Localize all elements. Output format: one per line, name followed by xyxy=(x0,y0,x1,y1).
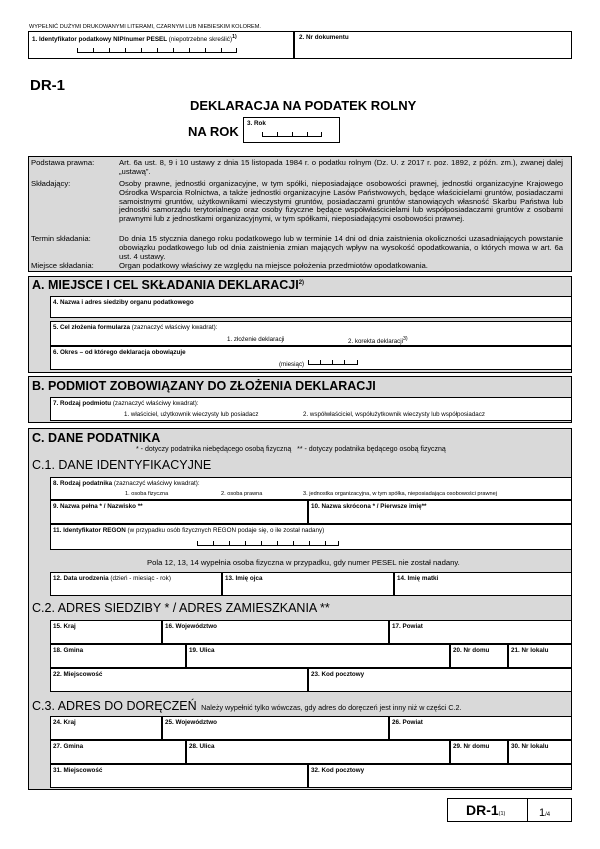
full-name-label: 9. Nazwa pełna * / Nazwisko ** xyxy=(53,503,143,510)
nip-pesel-sup: 1) xyxy=(232,34,237,40)
nip-pesel-note: (niepotrzebne skreślić) xyxy=(168,36,233,44)
option-legal-person[interactable]: 2. osoba prawna xyxy=(221,491,263,497)
info-key: Podstawa prawna: xyxy=(31,158,95,167)
c3-title: C.3. ADRES DO DORĘCZEŃ Należy wypełnić tylko wówczas, gdy adres do doręczeń jest inny niż w części C.2. xyxy=(32,699,462,713)
info-value: Osoby prawne, jednostki organizacyjne, w tym spółki, nieposiadające osobowości prawnej, jednostki organizacyjne Krajowego Ośrodka Wsparcia Rolnictwa, a także jednostki organizacyjne Lasów Państwowych, będące właścicielami gruntów, posiadaczami samoistnymi gruntów, użytkownikami wieczystymi gruntów, posiadaczami gruntów stanowiących własność Skarbu Państwa lub jednostki samorządu terytorialnego oraz osoby fizyczne będące współwłaścicielami lub współposiadaczami gruntów z osobami prawnymi lub z jednostkami organizacyjnymi, w tym spółkami, nieposiadającymi osobowości prawnej. xyxy=(119,179,563,224)
voivodeship-field[interactable] xyxy=(162,620,389,644)
year-label: 3. Rok xyxy=(247,120,266,127)
delivery-street-field[interactable] xyxy=(186,740,450,764)
apartment-number-field[interactable] xyxy=(508,644,572,668)
section-b-title: B. PODMIOT ZOBOWIĄZANY DO ZŁOŻENIA DEKLARACJI xyxy=(32,379,376,393)
delivery-postal-code-label: 32. Kod pocztowy xyxy=(311,767,365,774)
document-number-field xyxy=(294,31,572,59)
purpose-note: (zaznaczyć właściwy kwadrat): xyxy=(131,324,218,331)
father-name-field[interactable] xyxy=(222,572,394,596)
delivery-house-number-field[interactable] xyxy=(450,740,508,764)
house-number-label: 20. Nr domu xyxy=(453,647,490,654)
mother-name-field[interactable] xyxy=(394,572,572,596)
section-a-title: A. MIEJSCE I CEL SKŁADANIA DEKLARACJI$^{2)}$ xyxy=(32,278,305,292)
delivery-house-number-label: 29. Nr domu xyxy=(453,743,490,750)
birth-date-label: 12. Data urodzenia xyxy=(53,575,109,582)
regon-comb xyxy=(197,541,339,546)
document-number-label: 2. Nr dokumentu xyxy=(299,34,349,41)
form-instruction: WYPEŁNIĆ DUŻYMI DRUKOWANYMI LITERAMI, CZARNYM LUB NIEBIESKIM KOLOREM. xyxy=(29,24,261,30)
delivery-locality-field[interactable] xyxy=(50,764,308,788)
option-declaration[interactable]: 1. złożenie deklaracji xyxy=(227,336,285,343)
form-title: DEKLARACJA NA PODATEK ROLNY xyxy=(190,98,417,113)
option-organizational-unit[interactable]: 3. jednostka organizacyjna, w tym spółka, nieposiadająca osobowości prawnej xyxy=(303,491,498,497)
purpose-label: 5. Cel złożenia formularza xyxy=(53,324,130,331)
short-name-label: 10. Nazwa skrócona * / Pierwsze imię** xyxy=(311,503,427,510)
taxpayer-type-note: (zaznaczyć właściwy kwadrat): xyxy=(113,480,200,487)
year-comb xyxy=(262,132,322,137)
short-name-field[interactable] xyxy=(308,500,572,524)
father-name-label: 13. Imię ojca xyxy=(225,575,263,582)
info-row-deadline xyxy=(31,235,567,262)
purpose-field xyxy=(50,321,572,346)
tax-office-field[interactable] xyxy=(50,296,572,318)
county-field[interactable] xyxy=(389,620,572,644)
house-number-field[interactable] xyxy=(450,644,508,668)
info-row-basis xyxy=(31,159,567,177)
country-label: 15. Kraj xyxy=(53,623,76,630)
taxpayer-type-field xyxy=(50,477,572,500)
delivery-postal-code-field[interactable] xyxy=(308,764,572,788)
full-name-field[interactable] xyxy=(50,500,308,524)
mother-name-label: 14. Imię matki xyxy=(397,575,439,582)
period-field[interactable] xyxy=(50,346,572,370)
info-key: Składający: xyxy=(31,179,71,188)
delivery-commune-field[interactable] xyxy=(50,740,186,764)
info-key: Termin składania: xyxy=(31,234,91,243)
regon-note: (w przypadku osób fizycznych REGON podaje się, o ile został nadany) xyxy=(127,527,325,534)
year-field[interactable] xyxy=(243,117,340,143)
option-natural-person[interactable]: 1. osoba fizyczna xyxy=(125,491,169,497)
footer-divider xyxy=(527,798,528,822)
info-row-submitter xyxy=(31,180,567,234)
delivery-apartment-number-field[interactable] xyxy=(508,740,572,764)
pesel-note: Pola 12, 13, 14 wypełnia osoba fizyczna w przypadku, gdy numer PESEL nie został nadany. xyxy=(147,558,460,567)
info-value: Do dnia 15 stycznia danego roku podatkowego lub w terminie 14 dni od dnia zaistnienia okoliczności uzasadniających powstanie obowiązku podatkowego lub od dnia zaistnienia zmian mających wpływ na wysokość opodatkowania, o których mowa w art. 6a ust. 4 ustawy. xyxy=(119,234,563,261)
info-value: Art. 6a ust. 8, 9 i 10 ustawy z dnia 15 listopada 1984 r. o podatku rolnym (Dz. U. z 2017 r. poz. 1892, z późn. zm.), zwanej dalej „ustawą”. xyxy=(119,158,563,176)
street-label: 19. Ulica xyxy=(189,647,215,654)
period-label: 6. Okres – od którego deklaracja obowiązuje xyxy=(53,349,186,356)
c2-title: C.2. ADRES SIEDZIBY * / ADRES ZAMIESZKANIA ** xyxy=(32,601,330,615)
apartment-number-label: 21. Nr lokalu xyxy=(511,647,549,654)
locality-label: 22. Miejscowość xyxy=(53,671,103,678)
na-rok-label: NA ROK xyxy=(188,124,239,139)
c3-note: Należy wypełnić tylko wówczas, gdy adres do doręczeń jest inny niż w części C.2. xyxy=(201,703,462,712)
form-code: DR-1 xyxy=(30,77,66,94)
delivery-voivodeship-label: 25. Województwo xyxy=(165,719,218,726)
period-comb xyxy=(308,360,358,365)
entity-type-field xyxy=(50,397,572,421)
county-label: 17. Powiat xyxy=(392,623,423,630)
street-field[interactable] xyxy=(186,644,450,668)
footer-form-code: DR-1(1) xyxy=(466,802,506,818)
delivery-voivodeship-field[interactable] xyxy=(162,716,389,740)
section-c-note: * - dotyczy podatnika niebędącego osobą fizyczną ** - dotyczy podatnika będącego osobą fizyczną xyxy=(136,446,446,453)
page-number: 1/4 xyxy=(539,807,551,819)
taxpayer-type-label: 8. Rodzaj podatnika xyxy=(53,480,113,487)
nip-pesel-field[interactable] xyxy=(28,31,294,59)
regon-label: 11. Identyfikator REGON xyxy=(53,527,126,534)
regon-field[interactable] xyxy=(50,524,572,550)
delivery-apartment-number-label: 30. Nr lokalu xyxy=(511,743,549,750)
c1-title: C.1. DANE IDENTYFIKACYJNE xyxy=(32,458,212,472)
birth-date-field[interactable] xyxy=(50,572,222,596)
tax-office-label: 4. Nazwa i adres siedziby organu podatkowego xyxy=(53,299,194,306)
delivery-street-label: 28. Ulica xyxy=(189,743,215,750)
voivodeship-label: 16. Województwo xyxy=(165,623,218,630)
commune-label: 18. Gmina xyxy=(53,647,84,654)
option-correction[interactable]: 2. korekta deklaracji$^{3)}$ xyxy=(348,336,408,346)
commune-field[interactable] xyxy=(50,644,186,668)
locality-field[interactable] xyxy=(50,668,308,692)
delivery-commune-label: 27. Gmina xyxy=(53,743,84,750)
info-key: Miejsce składania: xyxy=(31,261,94,270)
delivery-country-label: 24. Kraj xyxy=(53,719,76,726)
country-field[interactable] xyxy=(50,620,162,644)
entity-type-note: (zaznaczyć właściwy kwadrat): xyxy=(112,400,199,407)
info-row-place xyxy=(31,262,567,271)
delivery-county-label: 26. Powiat xyxy=(392,719,423,726)
nip-pesel-comb xyxy=(77,48,237,53)
birth-date-note: (dzień - miesiąc - rok) xyxy=(110,575,171,582)
delivery-locality-label: 31. Miejscowość xyxy=(53,767,103,774)
entity-type-label: 7. Rodzaj podmiotu xyxy=(53,400,112,407)
postal-code-label: 23. Kod pocztowy xyxy=(311,671,365,678)
nip-pesel-label: 1. Identyfikator podatkowy NIP/numer PESEL xyxy=(32,36,167,44)
info-value: Organ podatkowy właściwy ze względu na miejsce położenia przedmiotów opodatkowania. xyxy=(119,261,428,270)
option-owner[interactable]: 1. właściciel, użytkownik wieczysty lub posiadacz xyxy=(124,411,259,418)
option-co-owner[interactable]: 2. współwłaściciel, współużytkownik wieczysty lub współposiadacz xyxy=(303,411,485,418)
delivery-country-field[interactable] xyxy=(50,716,162,740)
postal-code-field[interactable] xyxy=(308,668,572,692)
section-c-title: C. DANE PODATNIKA xyxy=(32,431,161,445)
period-month-label: (miesiąc) xyxy=(279,361,305,368)
delivery-county-field[interactable] xyxy=(389,716,572,740)
